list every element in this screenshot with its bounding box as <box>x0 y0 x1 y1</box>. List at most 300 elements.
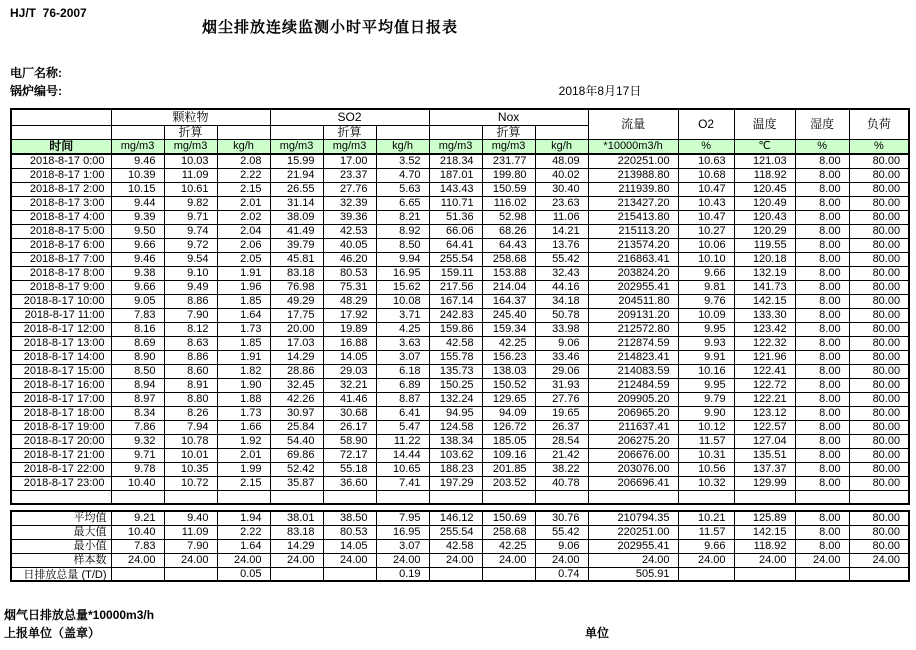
blank-cell <box>535 125 588 139</box>
value-cell: 3.71 <box>376 308 429 322</box>
empty-cell <box>678 490 734 504</box>
summary-value-cell: 8.00 <box>795 525 849 539</box>
empty-cell <box>376 490 429 504</box>
value-cell: 8.00 <box>795 294 849 308</box>
empty-cell <box>795 490 849 504</box>
value-cell: 10.27 <box>678 224 734 238</box>
summary-value-cell: 11.09 <box>164 525 217 539</box>
value-cell: 231.77 <box>482 154 535 168</box>
time-cell: 2018-8-17 11:00 <box>11 308 111 322</box>
summary-value-cell: 42.58 <box>429 539 482 553</box>
time-cell: 2018-8-17 18:00 <box>11 406 111 420</box>
flue-gas-total-note: 烟气日排放总量*10000m3/h <box>4 608 155 622</box>
value-cell: 9.66 <box>111 238 164 252</box>
value-cell: 8.00 <box>795 182 849 196</box>
value-cell: 8.00 <box>795 448 849 462</box>
value-cell: 40.02 <box>535 168 588 182</box>
summary-value-cell: 3.07 <box>376 539 429 553</box>
value-cell: 212874.59 <box>588 336 678 350</box>
summary-row <box>11 525 909 539</box>
value-cell: 220251.00 <box>588 154 678 168</box>
value-cell: 2.08 <box>217 154 270 168</box>
value-cell: 6.65 <box>376 196 429 210</box>
value-cell: 8.00 <box>795 168 849 182</box>
value-cell: 1.64 <box>217 308 270 322</box>
value-cell: 1.73 <box>217 322 270 336</box>
value-cell: 123.42 <box>734 322 795 336</box>
table-row <box>11 196 909 210</box>
summary-value-cell: 80.53 <box>323 525 376 539</box>
time-cell: 2018-8-17 13:00 <box>11 336 111 350</box>
table-row <box>11 308 909 322</box>
value-cell: 14.21 <box>535 224 588 238</box>
value-cell: 150.25 <box>429 378 482 392</box>
value-cell: 1.90 <box>217 378 270 392</box>
value-cell: 10.72 <box>164 476 217 490</box>
value-cell: 206965.20 <box>588 406 678 420</box>
time-cell: 2018-8-17 5:00 <box>11 224 111 238</box>
value-cell: 40.78 <box>535 476 588 490</box>
value-cell: 16.95 <box>376 266 429 280</box>
value-cell: 10.08 <box>376 294 429 308</box>
value-cell: 13.76 <box>535 238 588 252</box>
value-cell: 141.73 <box>734 280 795 294</box>
value-cell: 209131.20 <box>588 308 678 322</box>
group-nox: Nox <box>429 109 588 125</box>
table-row <box>11 462 909 476</box>
summary-value-cell: 1.94 <box>217 511 270 525</box>
time-cell: 2018-8-17 10:00 <box>11 294 111 308</box>
time-cell: 2018-8-17 15:00 <box>11 364 111 378</box>
value-cell: 215413.80 <box>588 210 678 224</box>
value-cell: 245.40 <box>482 308 535 322</box>
value-cell: 11.06 <box>535 210 588 224</box>
value-cell: 159.86 <box>429 322 482 336</box>
summary-value-cell: 150.69 <box>482 511 535 525</box>
value-cell: 8.00 <box>795 336 849 350</box>
value-cell: 8.00 <box>795 378 849 392</box>
value-cell: 3.63 <box>376 336 429 350</box>
value-cell: 80.00 <box>849 392 909 406</box>
value-cell: 80.00 <box>849 182 909 196</box>
value-cell: 68.26 <box>482 224 535 238</box>
table-row <box>11 182 909 196</box>
value-cell: 1.85 <box>217 336 270 350</box>
value-cell: 10.56 <box>678 462 734 476</box>
value-cell: 8.80 <box>164 392 217 406</box>
empty-cell <box>429 490 482 504</box>
blank-cell <box>217 125 270 139</box>
summary-value-cell: 24.00 <box>482 553 535 567</box>
value-cell: 6.89 <box>376 378 429 392</box>
summary-row <box>11 553 909 567</box>
value-cell: 42.53 <box>323 224 376 238</box>
time-cell: 2018-8-17 6:00 <box>11 238 111 252</box>
summary-value-cell: 8.00 <box>795 511 849 525</box>
summary-value-cell: 83.18 <box>270 525 323 539</box>
value-cell: 203824.20 <box>588 266 678 280</box>
value-cell: 9.46 <box>111 154 164 168</box>
value-cell: 80.00 <box>849 168 909 182</box>
value-cell: 121.03 <box>734 154 795 168</box>
blank-cell <box>429 125 482 139</box>
value-cell: 28.86 <box>270 364 323 378</box>
value-cell: 213574.20 <box>588 238 678 252</box>
summary-table <box>10 510 910 582</box>
value-cell: 185.05 <box>482 434 535 448</box>
value-cell: 8.00 <box>795 224 849 238</box>
value-cell: 94.09 <box>482 406 535 420</box>
summary-value-cell: 24.00 <box>429 553 482 567</box>
summary-value-cell <box>323 567 376 581</box>
value-cell: 9.71 <box>164 210 217 224</box>
value-cell: 17.03 <box>270 336 323 350</box>
value-cell: 9.49 <box>164 280 217 294</box>
value-cell: 2.22 <box>217 168 270 182</box>
summary-value-cell: 10.21 <box>678 511 734 525</box>
value-cell: 80.00 <box>849 448 909 462</box>
value-cell: 9.44 <box>111 196 164 210</box>
value-cell: 1.96 <box>217 280 270 294</box>
value-cell: 116.02 <box>482 196 535 210</box>
summary-value-cell: 24.00 <box>588 553 678 567</box>
value-cell: 8.91 <box>164 378 217 392</box>
value-cell: 9.95 <box>678 322 734 336</box>
table-row <box>11 224 909 238</box>
table-row <box>11 392 909 406</box>
value-cell: 80.00 <box>849 350 909 364</box>
value-cell: 23.37 <box>323 168 376 182</box>
value-cell: 9.54 <box>164 252 217 266</box>
summary-label <box>11 567 111 581</box>
value-cell: 137.37 <box>734 462 795 476</box>
value-cell: 80.00 <box>849 266 909 280</box>
summary-value-cell: 255.54 <box>429 525 482 539</box>
summary-value-cell: 24.00 <box>111 553 164 567</box>
value-cell: 94.95 <box>429 406 482 420</box>
value-cell: 214823.41 <box>588 350 678 364</box>
unit-cell: mg/m3 <box>429 139 482 154</box>
value-cell: 3.52 <box>376 154 429 168</box>
summary-value-cell: 2.22 <box>217 525 270 539</box>
value-cell: 58.90 <box>323 434 376 448</box>
unit-cell: mg/m3 <box>482 139 535 154</box>
time-cell: 2018-8-17 9:00 <box>11 280 111 294</box>
blank-cell <box>111 125 164 139</box>
table-row <box>11 336 909 350</box>
value-cell: 80.00 <box>849 238 909 252</box>
value-cell: 33.46 <box>535 350 588 364</box>
summary-value-cell <box>111 567 164 581</box>
value-cell: 214083.59 <box>588 364 678 378</box>
value-cell: 48.09 <box>535 154 588 168</box>
table-row <box>11 210 909 224</box>
value-cell: 1.88 <box>217 392 270 406</box>
value-cell: 26.55 <box>270 182 323 196</box>
value-cell: 80.00 <box>849 434 909 448</box>
value-cell: 4.70 <box>376 168 429 182</box>
value-cell: 1.85 <box>217 294 270 308</box>
value-cell: 10.09 <box>678 308 734 322</box>
value-cell: 143.43 <box>429 182 482 196</box>
value-cell: 138.34 <box>429 434 482 448</box>
value-cell: 6.18 <box>376 364 429 378</box>
value-cell: 31.93 <box>535 378 588 392</box>
plant-name-label: 电厂名称: <box>10 66 62 80</box>
summary-value-cell <box>678 567 734 581</box>
report-title: 烟尘排放连续监测小时平均值日报表 <box>201 19 458 36</box>
empty-cell <box>482 490 535 504</box>
value-cell: 9.06 <box>535 336 588 350</box>
value-cell: 9.50 <box>111 224 164 238</box>
value-cell: 203076.00 <box>588 462 678 476</box>
summary-value-cell: 146.12 <box>429 511 482 525</box>
value-cell: 212484.59 <box>588 378 678 392</box>
empty-cell <box>164 490 217 504</box>
unit-label: 单位 <box>585 626 610 640</box>
unit-cell: ℃ <box>734 139 795 154</box>
value-cell: 2.01 <box>217 448 270 462</box>
empty-cell <box>734 490 795 504</box>
value-cell: 10.78 <box>164 434 217 448</box>
value-cell: 55.42 <box>535 252 588 266</box>
value-cell: 150.52 <box>482 378 535 392</box>
summary-value-cell: 11.57 <box>678 525 734 539</box>
summary-value-cell: 24.00 <box>535 553 588 567</box>
value-cell: 10.47 <box>678 182 734 196</box>
value-cell: 213427.20 <box>588 196 678 210</box>
time-cell: 2018-8-17 20:00 <box>11 434 111 448</box>
value-cell: 242.83 <box>429 308 482 322</box>
summary-value-cell <box>795 567 849 581</box>
value-cell: 50.78 <box>535 308 588 322</box>
value-cell: 10.61 <box>164 182 217 196</box>
so2-converted-label: 折算 <box>323 125 376 139</box>
value-cell: 120.29 <box>734 224 795 238</box>
value-cell: 11.09 <box>164 168 217 182</box>
summary-value-cell: 202955.41 <box>588 539 678 553</box>
value-cell: 8.00 <box>795 238 849 252</box>
unit-cell: % <box>678 139 734 154</box>
summary-value-cell: 24.00 <box>734 553 795 567</box>
value-cell: 8.00 <box>795 434 849 448</box>
value-cell: 19.89 <box>323 322 376 336</box>
unit-cell: *10000m3/h <box>588 139 678 154</box>
table-row <box>11 168 909 182</box>
value-cell: 8.69 <box>111 336 164 350</box>
value-cell: 14.29 <box>270 350 323 364</box>
summary-value-cell: 220251.00 <box>588 525 678 539</box>
summary-row <box>11 567 909 581</box>
time-header: 时间 <box>11 139 111 154</box>
value-cell: 155.78 <box>429 350 482 364</box>
value-cell: 30.40 <box>535 182 588 196</box>
table-row <box>11 406 909 420</box>
value-cell: 118.92 <box>734 168 795 182</box>
corner-cell <box>11 109 111 125</box>
value-cell: 17.75 <box>270 308 323 322</box>
value-cell: 8.00 <box>795 392 849 406</box>
value-cell: 159.11 <box>429 266 482 280</box>
summary-value-cell: 38.50 <box>323 511 376 525</box>
value-cell: 10.65 <box>376 462 429 476</box>
unit-header-row <box>11 139 909 154</box>
value-cell: 80.00 <box>849 462 909 476</box>
value-cell: 31.14 <box>270 196 323 210</box>
value-cell: 42.26 <box>270 392 323 406</box>
summary-row <box>11 539 909 553</box>
value-cell: 122.21 <box>734 392 795 406</box>
value-cell: 8.34 <box>111 406 164 420</box>
table-row <box>11 252 909 266</box>
value-cell: 103.62 <box>429 448 482 462</box>
summary-value-cell: 80.00 <box>849 539 909 553</box>
value-cell: 75.31 <box>323 280 376 294</box>
value-cell: 8.00 <box>795 196 849 210</box>
summary-value-cell: 1.64 <box>217 539 270 553</box>
value-cell: 10.16 <box>678 364 734 378</box>
value-cell: 7.41 <box>376 476 429 490</box>
value-cell: 8.50 <box>376 238 429 252</box>
value-cell: 7.90 <box>164 308 217 322</box>
value-cell: 10.12 <box>678 420 734 434</box>
value-cell: 153.88 <box>482 266 535 280</box>
value-cell: 216863.41 <box>588 252 678 266</box>
tables-area <box>10 108 908 582</box>
value-cell: 120.18 <box>734 252 795 266</box>
value-cell: 2.02 <box>217 210 270 224</box>
value-cell: 132.24 <box>429 392 482 406</box>
value-cell: 72.17 <box>323 448 376 462</box>
value-cell: 1.99 <box>217 462 270 476</box>
time-cell: 2018-8-17 12:00 <box>11 322 111 336</box>
value-cell: 35.87 <box>270 476 323 490</box>
value-cell: 213988.80 <box>588 168 678 182</box>
summary-value-cell <box>429 567 482 581</box>
value-cell: 9.94 <box>376 252 429 266</box>
time-cell: 2018-8-17 1:00 <box>11 168 111 182</box>
summary-value-cell: 55.42 <box>535 525 588 539</box>
value-cell: 8.00 <box>795 308 849 322</box>
value-cell: 8.00 <box>795 280 849 294</box>
value-cell: 197.29 <box>429 476 482 490</box>
value-cell: 8.00 <box>795 350 849 364</box>
value-cell: 8.26 <box>164 406 217 420</box>
value-cell: 1.82 <box>217 364 270 378</box>
value-cell: 9.32 <box>111 434 164 448</box>
value-cell: 9.90 <box>678 406 734 420</box>
value-cell: 8.63 <box>164 336 217 350</box>
summary-value-cell: 9.06 <box>535 539 588 553</box>
value-cell: 80.00 <box>849 154 909 168</box>
value-cell: 64.43 <box>482 238 535 252</box>
summary-value-cell: 7.90 <box>164 539 217 553</box>
value-cell: 9.71 <box>111 448 164 462</box>
value-cell: 1.66 <box>217 420 270 434</box>
value-cell: 10.43 <box>678 196 734 210</box>
value-cell: 55.18 <box>323 462 376 476</box>
value-cell: 9.66 <box>678 266 734 280</box>
value-cell: 80.00 <box>849 420 909 434</box>
value-cell: 122.72 <box>734 378 795 392</box>
value-cell: 7.83 <box>111 308 164 322</box>
time-cell: 2018-8-17 17:00 <box>11 392 111 406</box>
value-cell: 17.00 <box>323 154 376 168</box>
summary-value-cell: 24.00 <box>217 553 270 567</box>
value-cell: 8.21 <box>376 210 429 224</box>
summary-value-cell: 10.40 <box>111 525 164 539</box>
table-row <box>11 154 909 168</box>
summary-value-cell: 258.68 <box>482 525 535 539</box>
value-cell: 8.00 <box>795 420 849 434</box>
value-cell: 9.82 <box>164 196 217 210</box>
summary-value-cell: 16.95 <box>376 525 429 539</box>
value-cell: 9.95 <box>678 378 734 392</box>
summary-value-cell <box>164 567 217 581</box>
summary-value-cell: 142.15 <box>734 525 795 539</box>
value-cell: 129.65 <box>482 392 535 406</box>
value-cell: 80.00 <box>849 280 909 294</box>
value-cell: 8.97 <box>111 392 164 406</box>
summary-value-cell: 24.00 <box>164 553 217 567</box>
value-cell: 41.46 <box>323 392 376 406</box>
summary-value-cell: 505.91 <box>588 567 678 581</box>
value-cell: 80.00 <box>849 336 909 350</box>
value-cell: 120.49 <box>734 196 795 210</box>
value-cell: 2.06 <box>217 238 270 252</box>
nox-converted-label: 折算 <box>482 125 535 139</box>
col-load: 负荷 <box>849 109 909 139</box>
unit-cell: mg/m3 <box>111 139 164 154</box>
summary-value-cell: 80.00 <box>849 525 909 539</box>
time-cell: 2018-8-17 7:00 <box>11 252 111 266</box>
value-cell: 8.12 <box>164 322 217 336</box>
value-cell: 83.18 <box>270 266 323 280</box>
value-cell: 38.09 <box>270 210 323 224</box>
summary-value-cell: 118.92 <box>734 539 795 553</box>
value-cell: 214.04 <box>482 280 535 294</box>
value-cell: 123.12 <box>734 406 795 420</box>
time-cell: 2018-8-17 4:00 <box>11 210 111 224</box>
summary-value-cell: 8.00 <box>795 539 849 553</box>
summary-label: 平均值 <box>11 511 111 525</box>
value-cell: 135.51 <box>734 448 795 462</box>
value-cell: 11.22 <box>376 434 429 448</box>
table-row <box>11 420 909 434</box>
value-cell: 1.91 <box>217 350 270 364</box>
summary-value-cell: 9.66 <box>678 539 734 553</box>
value-cell: 150.59 <box>482 182 535 196</box>
summary-value-cell: 24.00 <box>795 553 849 567</box>
time-cell: 2018-8-17 21:00 <box>11 448 111 462</box>
value-cell: 66.06 <box>429 224 482 238</box>
value-cell: 8.00 <box>795 154 849 168</box>
value-cell: 258.68 <box>482 252 535 266</box>
summary-value-cell: 24.00 <box>678 553 734 567</box>
value-cell: 159.34 <box>482 322 535 336</box>
value-cell: 215113.20 <box>588 224 678 238</box>
value-cell: 26.37 <box>535 420 588 434</box>
value-cell: 8.00 <box>795 476 849 490</box>
value-cell: 30.68 <box>323 406 376 420</box>
value-cell: 8.60 <box>164 364 217 378</box>
value-cell: 10.35 <box>164 462 217 476</box>
value-cell: 23.63 <box>535 196 588 210</box>
value-cell: 80.00 <box>849 476 909 490</box>
summary-value-cell: 0.05 <box>217 567 270 581</box>
value-cell: 10.01 <box>164 448 217 462</box>
table-row <box>11 434 909 448</box>
